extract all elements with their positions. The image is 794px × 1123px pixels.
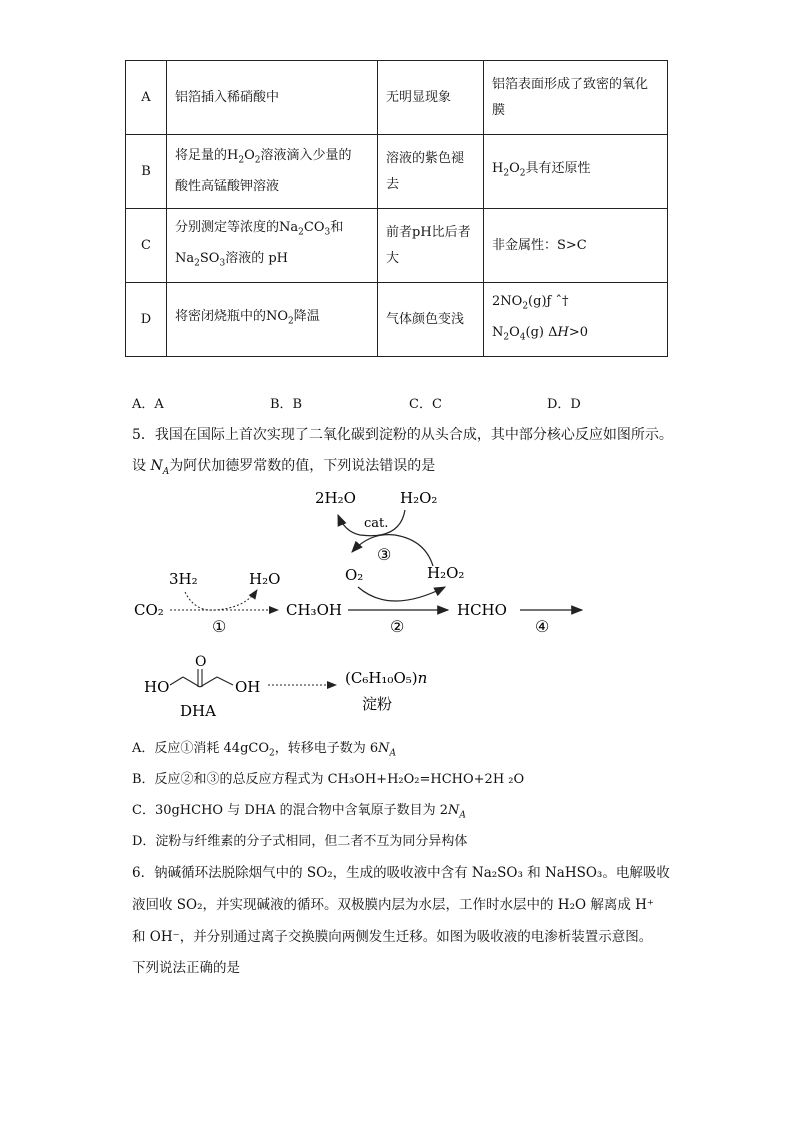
phenomenon-cell: 气体颜色变浅 <box>378 283 484 357</box>
table-row <box>126 61 668 135</box>
table-row <box>126 283 668 357</box>
label-h2o2-right: H₂O₂ <box>427 564 465 582</box>
arrow-loop-up <box>352 535 433 566</box>
row-label: C <box>126 209 167 283</box>
q6-stem-line1: 6．钠碱循环法脱除烟气中的 SO₂，生成的吸收液中含有 Na₂SO₃ 和 NaHSO₃。电解吸收 <box>132 865 670 881</box>
phenomenon-cell: 前者pH比后者 大 <box>378 209 484 283</box>
label-hcho: HCHO <box>457 601 507 619</box>
q6-stem-line4: 下列说法正确的是 <box>132 960 240 976</box>
experiment-table <box>125 60 668 357</box>
label-step1: ① <box>212 617 227 636</box>
label-oh: OH <box>235 678 261 696</box>
label-ho: HO <box>144 678 170 696</box>
label-2h2o: 2H₂O <box>315 489 356 507</box>
option-c[interactable]: C．C <box>409 397 442 412</box>
label-cat: cat. <box>364 516 389 531</box>
row-label: D <box>126 283 167 357</box>
table-row <box>126 209 668 283</box>
label-carbonyl-o: O <box>195 654 207 670</box>
label-starch-formula: (C₆H₁₀O₅)n <box>345 669 428 687</box>
q5-stem-line2: 设 $N_A$为阿伏加德罗常数的值，下列说法错误的是 <box>132 458 436 477</box>
label-h2o: H₂O <box>249 570 281 588</box>
option-d[interactable]: D．D <box>547 397 581 412</box>
label-step2: ② <box>390 617 405 636</box>
operation-cell: 将足量的$H_2O_2$溶液滴入少量的 酸性高锰酸钾溶液 <box>167 135 378 209</box>
q5-option-b[interactable]: B．反应②和③的总反应方程式为 CH₃OH+H₂O₂=HCHO+2H ₂O <box>132 772 525 787</box>
option-a[interactable]: A．A <box>132 397 164 412</box>
arrow-dotted-curve <box>185 590 257 610</box>
reaction-diagram <box>0 480 794 725</box>
q6-stem-line2: 液回收 SO₂，并实现碱液的循环。双极膜内层为水层，工作时水层中的 H₂O 解离成 H⁺ <box>132 897 655 913</box>
label-step3: ③ <box>377 545 392 564</box>
q5-stem-line1: 5．我国在国际上首次实现了二氧化碳到淀粉的从头合成，其中部分核心反应如图所示。 <box>132 427 673 443</box>
operation-cell: 铝箔插入稀硝酸中 <box>167 61 378 135</box>
arrow-loop-lower <box>358 587 445 601</box>
operation-cell: 将密闭烧瓶中的$NO_2$降温 <box>167 283 378 357</box>
option-b[interactable]: B．B <box>270 397 303 412</box>
q6-stem-line3: 和 OH⁻，并分别通过离子交换膜向两侧发生迁移。如图为吸收液的电渗析装置示意图。 <box>132 929 653 945</box>
q5-option-d[interactable]: D．淀粉与纤维素的分子式相同，但二者不互为同分异构体 <box>132 834 468 849</box>
phenomenon-cell: 溶液的紫色褪 去 <box>378 135 484 209</box>
conclusion-cell: 非金属性：S>C <box>484 209 668 283</box>
label-co2: CO₂ <box>134 601 164 619</box>
conclusion-cell: 铝箔表面形成了致密的氧化 膜 <box>484 61 668 135</box>
label-3h2: 3H₂ <box>169 570 198 588</box>
bond-1 <box>170 677 183 685</box>
label-ch3oh: CH₃OH <box>286 601 342 619</box>
label-starch: 淀粉 <box>362 695 393 713</box>
label-dha: DHA <box>180 702 216 720</box>
row-label: B <box>126 135 167 209</box>
q5-option-c[interactable]: C．30gHCHO 与 DHA 的混合物中含氧原子数目为 $2N_A$ <box>132 803 466 821</box>
label-step4: ④ <box>535 617 550 636</box>
operation-cell: 分别测定等浓度的$Na_2CO_3$和 $Na_2SO_3$溶液的 pH <box>167 209 378 283</box>
q5-option-a[interactable]: A．反应①消耗 44gCO$_2$，转移电子数为 $6N_A$ <box>132 741 397 759</box>
label-o2: O₂ <box>345 566 364 584</box>
conclusion-cell: $H_2O_2$具有还原性 <box>484 135 668 209</box>
bond-4 <box>217 677 233 685</box>
label-h2o2-top: H₂O₂ <box>400 489 438 507</box>
conclusion-cell: $2NO_2(g)ƒ$ ˆ† $N_2O_4(g)$ ΔH>0 <box>484 283 668 357</box>
row-label: A <box>126 61 167 135</box>
table-row <box>126 135 668 209</box>
phenomenon-cell: 无明显现象 <box>378 61 484 135</box>
